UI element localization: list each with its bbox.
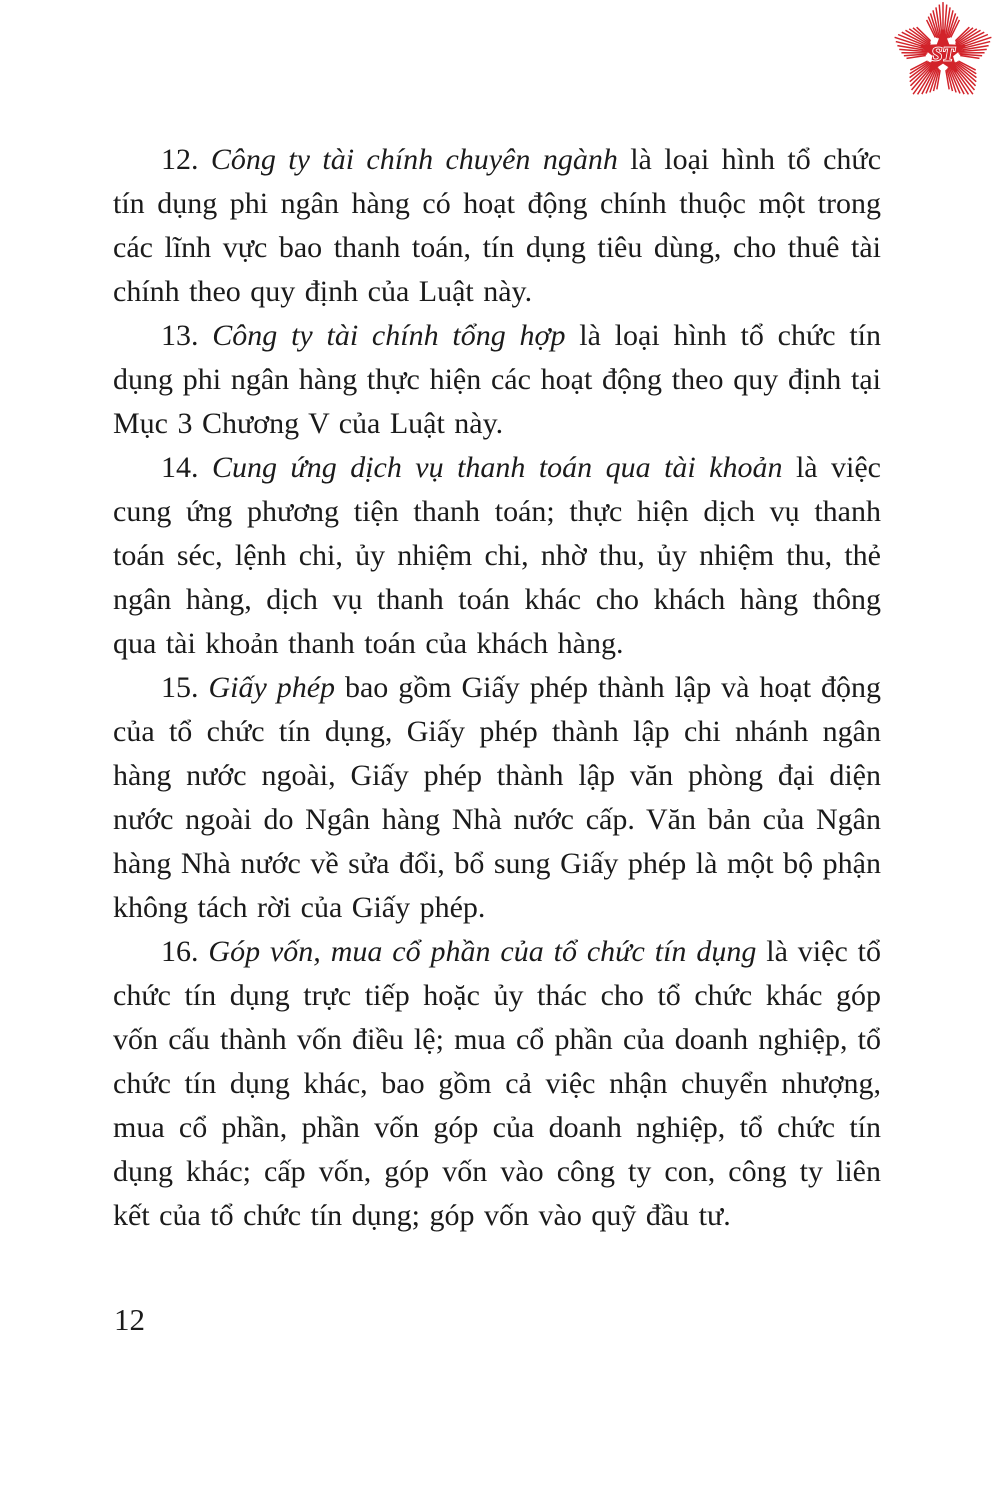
paragraph-12 — [113, 138, 881, 314]
defined-term: Công ty tài chính chuyên ngành — [210, 143, 618, 176]
defined-term: Công ty tài chính tổng hợp — [212, 319, 566, 352]
clause-text: là loại hình tổ chức tín dụng phi ngân hàng có hoạt động chính thuộc một trong các lĩnh vực bao thanh toán, tín dụng tiêu dùng, cho thuê tài chính theo quy định của Luật này. — [113, 143, 882, 308]
document-text — [113, 138, 881, 1238]
defined-term: Cung ứng dịch vụ thanh toán qua tài khoản — [211, 451, 783, 484]
defined-term: Góp vốn, mua cổ phần của tổ chức tín dụng — [208, 935, 757, 968]
defined-term: Giấy phép — [208, 671, 336, 704]
clause-number: 13. — [161, 319, 213, 352]
clause-number: 15. — [161, 671, 209, 704]
clause-number: 14. — [161, 451, 212, 484]
paragraph-15 — [113, 666, 881, 930]
clause-text: là việc cung ứng phương tiện thanh toán; thực hiện dịch vụ thanh toán séc, lệnh chi, ủy nhiệm chi, nhờ thu, ủy nhiệm thu, thẻ ngân hàng, dịch vụ thanh toán khác cho khách hàng thông qua tài khoản thanh toán của khách hàng. — [113, 451, 882, 660]
publisher-logo — [890, 0, 996, 106]
clause-number: 16. — [161, 935, 209, 968]
clause-text: là loại hình tổ chức tín dụng phi ngân hàng thực hiện các hoạt động theo quy định tại Mục 3 Chương V của Luật này. — [113, 319, 881, 440]
paragraph-14 — [113, 446, 881, 666]
clause-text: bao gồm Giấy phép thành lập và hoạt động của tổ chức tín dụng, Giấy phép thành lập chi nhánh ngân hàng nước ngoài, Giấy phép thành lập văn phòng đại diện nước ngoài do Ngân hàng Nhà nước cấp. Văn bản của Ngân hàng Nhà nước về sửa đổi, bổ sung Giấy phép là một bộ phận không tách rời của Giấy phép. — [113, 671, 881, 924]
svg-text:ST: ST — [931, 43, 955, 66]
page-number: 12 — [114, 1302, 145, 1337]
st-star-icon — [890, 0, 996, 106]
clause-text: là việc tổ chức tín dụng trực tiếp hoặc ủy thác cho tổ chức khác góp vốn cấu thành vốn điều lệ; mua cổ phần của doanh nghiệp, tổ chức tín dụng khác, bao gồm cả việc nhận chuyển nhượng, mua cổ phần, phần vốn góp của doanh nghiệp, tổ chức tín dụng khác; cấp vốn, góp vốn vào công ty con, công ty liên kết của tổ chức tín dụng; góp vốn vào quỹ đầu tư. — [113, 935, 881, 1232]
clause-number: 12. — [161, 143, 211, 176]
paragraph-13 — [113, 314, 881, 446]
paragraph-16 — [113, 930, 881, 1238]
